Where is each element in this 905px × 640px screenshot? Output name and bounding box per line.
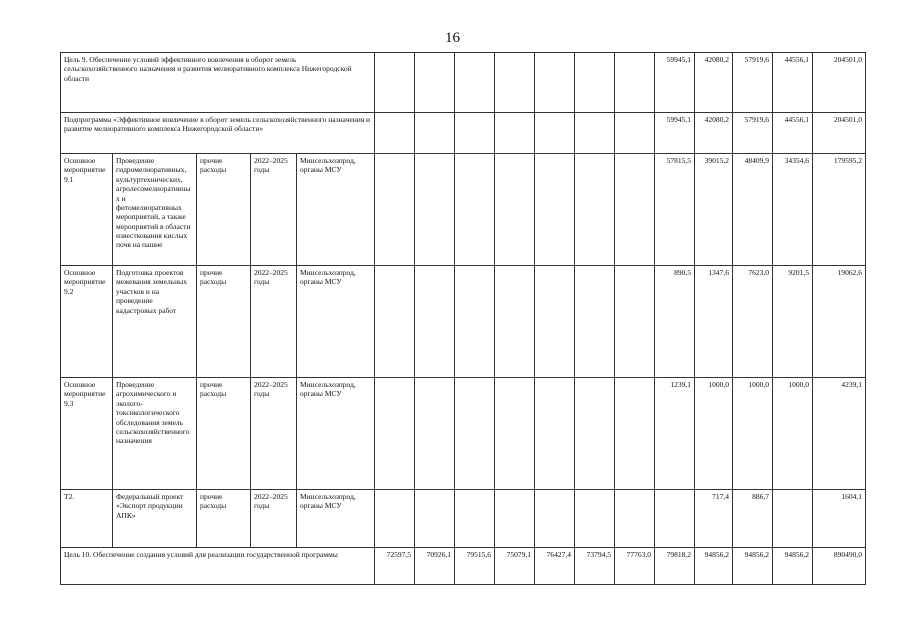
year-value-cell: 77763,0 xyxy=(615,548,655,585)
year-value-cell xyxy=(415,53,455,113)
year-value-cell xyxy=(415,378,455,490)
value-cell: 9201,5 xyxy=(773,266,813,378)
value-cell: 94856,2 xyxy=(733,548,773,585)
year-value-cell xyxy=(495,154,535,266)
value-cell: 94856,2 xyxy=(695,548,733,585)
page-number: 16 xyxy=(445,30,460,46)
table-row xyxy=(61,548,866,585)
value-cell: 94856,2 xyxy=(773,548,813,585)
value-cell: 717,4 xyxy=(695,490,733,548)
year-value-cell: 73794,5 xyxy=(575,548,615,585)
value-cell: 34354,6 xyxy=(773,154,813,266)
value-cell: 1000,0 xyxy=(733,378,773,490)
value-cell: 1000,0 xyxy=(773,378,813,490)
executor: Минсельхозпрод, органы МСУ xyxy=(297,490,375,548)
expense-type: прочие расходы xyxy=(197,154,251,266)
year-value-cell xyxy=(535,113,575,154)
value-cell: 44556,1 xyxy=(773,53,813,113)
year-value-cell xyxy=(455,490,495,548)
year-value-cell xyxy=(615,113,655,154)
value-cell: 1347,6 xyxy=(695,266,733,378)
year-value-cell xyxy=(455,53,495,113)
year-value-cell xyxy=(535,266,575,378)
year-value-cell xyxy=(455,378,495,490)
year-value-cell xyxy=(375,378,415,490)
year-value-cell xyxy=(615,378,655,490)
year-value-cell xyxy=(375,490,415,548)
measure-name: Проведение агрохимического и эколого-токсикологического обследования земель сельскохозяйственного назначения xyxy=(113,378,197,490)
year-value-cell xyxy=(375,266,415,378)
year-value-cell xyxy=(615,53,655,113)
total-cell: 4239,1 xyxy=(813,378,866,490)
year-value-cell xyxy=(575,113,615,154)
year-value-cell xyxy=(535,490,575,548)
period: 2022–2025 годы xyxy=(251,378,297,490)
total-cell: 19062,6 xyxy=(813,266,866,378)
expense-type: прочие расходы xyxy=(197,490,251,548)
year-value-cell xyxy=(455,154,495,266)
total-cell: 1604,1 xyxy=(813,490,866,548)
value-cell: 57815,5 xyxy=(655,154,695,266)
year-value-cell xyxy=(615,490,655,548)
year-value-cell xyxy=(575,378,615,490)
value-cell: 42080,2 xyxy=(695,113,733,154)
measure-code: Основное мероприятие 9.1 xyxy=(61,154,113,266)
executor: Минсельхозпрод, органы МСУ xyxy=(297,154,375,266)
period: 2022–2025 годы xyxy=(251,266,297,378)
year-value-cell xyxy=(495,266,535,378)
measure-name: Федеральный проект «Экспорт продукции АПК» xyxy=(113,490,197,548)
table-row xyxy=(61,266,866,378)
year-value-cell xyxy=(535,53,575,113)
year-value-cell xyxy=(375,53,415,113)
executor: Минсельхозпрод, органы МСУ xyxy=(297,378,375,490)
year-value-cell xyxy=(415,266,455,378)
year-value-cell xyxy=(575,154,615,266)
year-value-cell xyxy=(495,113,535,154)
year-value-cell xyxy=(575,53,615,113)
value-cell: 1239,1 xyxy=(655,378,695,490)
year-value-cell: 75079,1 xyxy=(495,548,535,585)
value-cell: 57919,6 xyxy=(733,113,773,154)
value-cell: 7623,0 xyxy=(733,266,773,378)
year-value-cell xyxy=(615,154,655,266)
value-cell: 890,5 xyxy=(655,266,695,378)
value-cell: 57919,6 xyxy=(733,53,773,113)
year-value-cell xyxy=(375,113,415,154)
year-value-cell xyxy=(575,490,615,548)
value-cell: 59945,1 xyxy=(655,113,695,154)
year-value-cell: 72597,5 xyxy=(375,548,415,585)
year-value-cell xyxy=(575,266,615,378)
measure-name: Проведение гидромелиоративных, культуртехнических, агролесомелиоративных и фитомелиоративных мероприятий, а также мероприятий в области известкования кислых почв на пашне xyxy=(113,154,197,266)
measure-code: Основное мероприятие 9.3 xyxy=(61,378,113,490)
year-value-cell: 76427,4 xyxy=(535,548,575,585)
year-value-cell xyxy=(455,113,495,154)
expense-type: прочие расходы xyxy=(197,266,251,378)
table-row xyxy=(61,113,866,154)
subprogram-title: Подпрограмма «Эффективное вовлечение в оборот земель сельскохозяйственного назначения и развитие мелиоративного комплекса Нижегородской области» xyxy=(61,113,375,154)
table-row xyxy=(61,154,866,266)
total-cell: 179595,2 xyxy=(813,154,866,266)
total-cell: 204501,0 xyxy=(813,53,866,113)
measure-name: Подготовка проектов межевания земельных участков и на проведение кадастровых работ xyxy=(113,266,197,378)
value-cell: 39015,2 xyxy=(695,154,733,266)
goal-title: Цель 10. Обеспечение создания условий для реализации государственной программы xyxy=(61,548,375,585)
measure-code: Т2. xyxy=(61,490,113,548)
total-cell: 890490,0 xyxy=(813,548,866,585)
value-cell: 48409,9 xyxy=(733,154,773,266)
table-row xyxy=(61,53,866,113)
year-value-cell xyxy=(535,154,575,266)
goal-title: Цель 9. Обеспечение условий эффективного вовлечения в оборот земель сельскохозяйственного назначения и развития мелиоративного комплекса Нижегородской области xyxy=(61,53,375,113)
year-value-cell xyxy=(495,490,535,548)
expense-type: прочие расходы xyxy=(197,378,251,490)
value-cell: 42080,2 xyxy=(695,53,733,113)
period: 2022–2025 годы xyxy=(251,490,297,548)
year-value-cell: 79515,6 xyxy=(455,548,495,585)
year-value-cell xyxy=(495,53,535,113)
year-value-cell xyxy=(455,266,495,378)
value-cell xyxy=(773,490,813,548)
value-cell xyxy=(655,490,695,548)
measure-code: Основное мероприятие 9.2 xyxy=(61,266,113,378)
value-cell: 1000,0 xyxy=(695,378,733,490)
year-value-cell xyxy=(415,113,455,154)
year-value-cell xyxy=(415,154,455,266)
value-cell: 59945,1 xyxy=(655,53,695,113)
value-cell: 886,7 xyxy=(733,490,773,548)
table-row xyxy=(61,490,866,548)
period: 2022–2025 годы xyxy=(251,154,297,266)
budget-table xyxy=(60,52,866,585)
total-cell: 204501,0 xyxy=(813,113,866,154)
year-value-cell: 70926,1 xyxy=(415,548,455,585)
year-value-cell xyxy=(415,490,455,548)
year-value-cell xyxy=(375,154,415,266)
executor: Минсельхозпрод, органы МСУ xyxy=(297,266,375,378)
year-value-cell xyxy=(495,378,535,490)
table-row xyxy=(61,378,866,490)
value-cell: 44556,1 xyxy=(773,113,813,154)
year-value-cell xyxy=(615,266,655,378)
year-value-cell xyxy=(535,378,575,490)
value-cell: 79818,2 xyxy=(655,548,695,585)
